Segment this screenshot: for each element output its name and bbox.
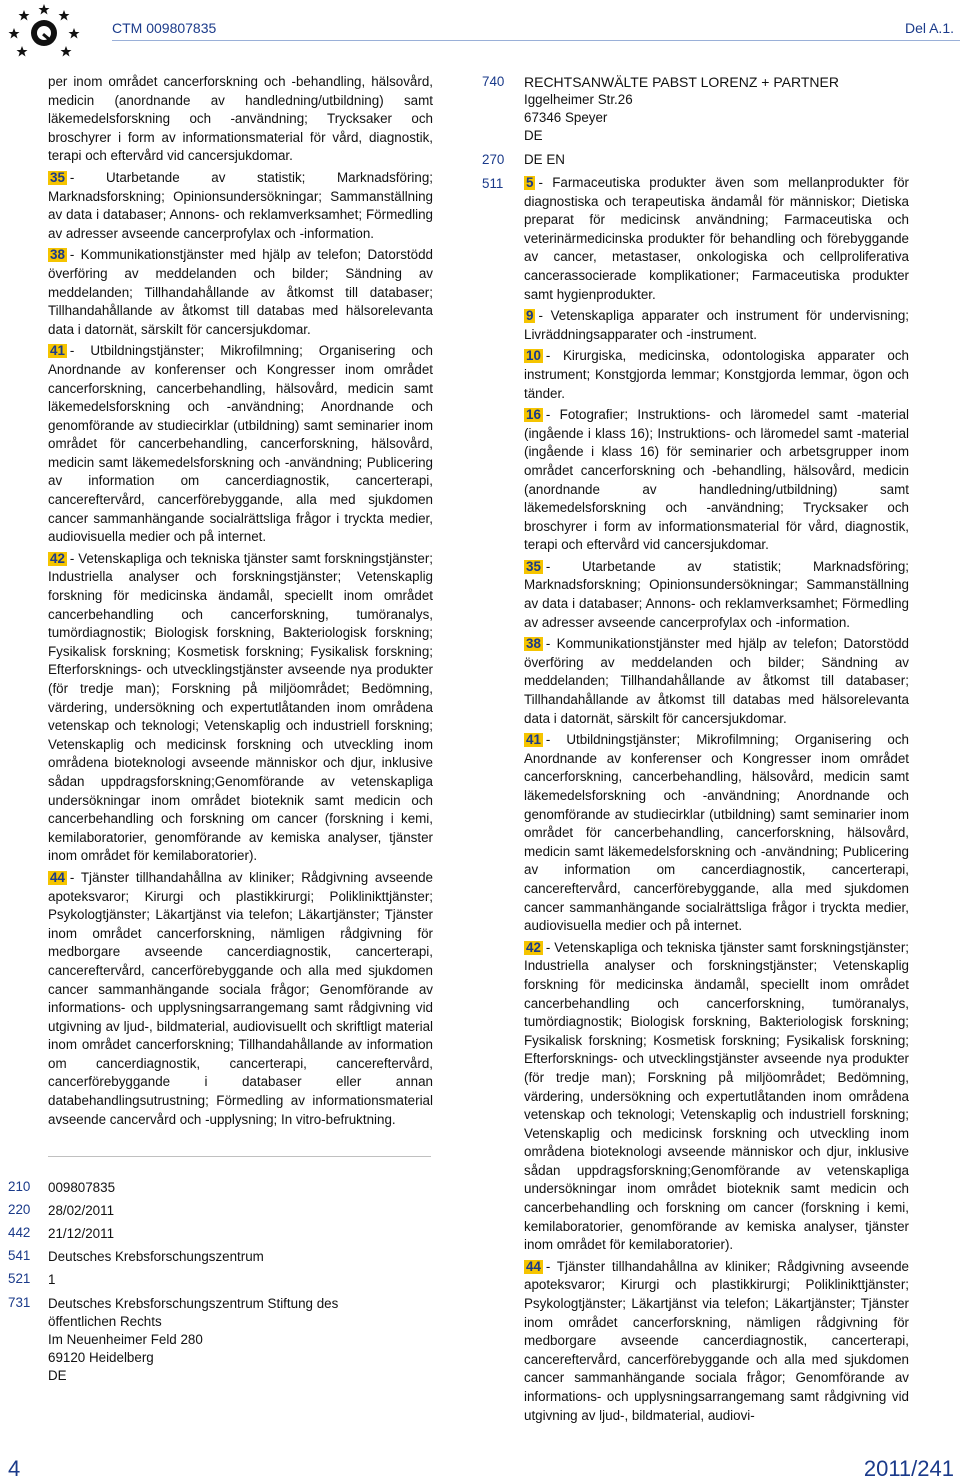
nice-class-badge: 35 — [526, 558, 541, 574]
applicant-line: Im Neuenheimer Feld 280 — [48, 1332, 203, 1347]
header-part: Del A.1. — [904, 20, 954, 36]
goods-paragraph — [48, 73, 433, 166]
nice-class-badge: 16 — [526, 407, 541, 423]
goods-paragraph — [48, 550, 433, 866]
representative-country: DE — [524, 128, 543, 143]
representative-city: 67346 Speyer — [524, 110, 608, 125]
goods-text: - Vetenskapliga apparater och instrument för undervisning; Livräddningsapparater och -instrument. — [524, 308, 909, 342]
nice-class-badge: 38 — [526, 636, 541, 652]
header-divider — [112, 40, 960, 41]
goods-paragraph — [48, 869, 433, 1129]
goods-paragraph — [524, 731, 909, 936]
nice-class-badge: 9 — [526, 308, 534, 324]
nice-class-badge: 42 — [50, 550, 65, 566]
goods-text: - Utbildningstjänster; Mikrofilmning; Organisering och Anordnande av konferenser och Kongresser inom området cancerforskning, cancerbehandling, hälsovård, medicin samt läkemedelsforskning och -användning; Anordnande och genomförande av studiecirklar (utbildning) samt seminarier inom området för cancerbehandling, cancerforskning, hälsovård, medicin samt läkemedelsforskning och -användning; Publicering av information om cancerdiagnostik, cancerterapi, cancereftervård, cancerförebyggande, alla med sjukdomen cancer sammanhängande socialrättsliga frågor i tryckta medier, audiovisuella medier och på internet. — [524, 732, 909, 934]
goods-paragraph — [524, 558, 909, 632]
goods-text: - Utbildningstjänster; Mikrofilmning; Organisering och Anordnande av konferenser och Kongresser inom området cancerforskning, cancerbehandling, hälsovård, medicin samt läkemedelsforskning och -användning; Anordnande och genomförande av studiecirklar (utbildning) samt seminarier inom området för cancerbehandling, cancerforskning, hälsovård, medicin samt läkemedelsforskning och -användning; Publicering av information om cancerdiagnostik, cancerterapi, cancereftervård, cancerförebyggande, alla med sjukdomen cancer sammanhängande socialrättsliga frågor i tryckta medier, audiovisuella medier och på internet. — [48, 343, 433, 545]
inid-code-511: 511 — [482, 176, 504, 191]
mark-type: 1 — [48, 1272, 56, 1287]
representative-name: RECHTSANWÄLTE PABST LORENZ + PARTNER — [524, 74, 839, 90]
languages: DE EN — [524, 152, 565, 167]
goods-text: - Tjänster tillhandahållna av kliniker; Rådgivning avseende apoteksvaror; Kirurgi och plastikkirurgi; Poliklinikttjänster; Psykologtjänster; Läkartjänst via telefon; Läkartjänster; Tjänster inom området cancerforskning, nämligen rådgivning för medborgare avseende cancerdiagnostik, cancerterapi, cancereftervård, cancerförebyggande och alla med sjukdomen cancer sammanhängande sociala frågor; Genomförande av informations- och upplysningsarrangemang samt rådgivning vid utgivning av ljud-, bildmaterial, audiovi- — [524, 1258, 909, 1423]
right-goods-services — [524, 174, 909, 1428]
applicant — [48, 1295, 338, 1385]
goods-paragraph — [48, 169, 433, 243]
goods-paragraph — [48, 342, 433, 547]
filing-date: 28/02/2011 — [48, 1203, 115, 1218]
applicant-line: öffentlichen Rechts — [48, 1314, 162, 1329]
nice-class-badge: 38 — [50, 247, 65, 263]
header-ctm-number: CTM 009807835 — [112, 20, 217, 36]
inid-code-220: 220 — [8, 1202, 31, 1217]
left-goods-services — [48, 73, 433, 1132]
goods-paragraph — [524, 635, 909, 728]
goods-text: - Kommunikationstjänster med hjälp av telefon; Datorstödd överföring av meddelanden och bilder; Sändning av meddelanden; Tillhandahållande av åtkomst till databaser; Tillhandahållande av åtkomst till databas med hälsorelevanta data i datornät, särskilt för cancersjukdomar. — [48, 247, 433, 337]
inid-code-521: 521 — [8, 1271, 31, 1286]
goods-paragraph — [48, 246, 433, 339]
nice-class-badge: 44 — [50, 869, 65, 885]
applicant-line: Deutsches Krebsforschungszentrum Stiftung des — [48, 1296, 339, 1311]
nice-class-badge: 35 — [50, 169, 65, 185]
goods-paragraph — [524, 1258, 909, 1425]
inid-code-442: 442 — [8, 1225, 31, 1240]
applicant-line: DE — [48, 1368, 67, 1383]
bulletin-issue: 2011/241 — [863, 1456, 954, 1481]
nice-class-badge: 5 — [526, 175, 534, 190]
goods-text: - Kirurgiska, medicinska, odontologiska apparater och instrument; Konstgjorda lemmar; Konstgjorda lemmar, ögon och tänder. — [524, 348, 909, 401]
inid-code-731: 731 — [8, 1295, 31, 1310]
goods-paragraph — [524, 406, 909, 555]
goods-text: per inom området cancerforskning och -behandling, hälsovård, medicin (anordnande av handledning/utbildning) samt läkemedelsforskning och -användning; Trycksaker och broschyrer i form av informationsmaterial för vård, diagnostik, terapi och eftervård vid cancersjukdomar. — [48, 74, 433, 164]
goods-text: - Fotografier; Instruktions- och läromedel samt -material (ingående i klass 16); Instruktions- och läromedel samt -material (ingående i klass 16) för seminarier och arbetsgrupper inom området cancerforskning och -behandling, hälsovård, medicin (anordnande av handledning/utbildning) samt läkemedelsforskning och -användning; Trycksaker och broschyrer i form av informationsmaterial för vård, diagnostik, terapi och eftervård vid cancersjukdomar. — [524, 407, 909, 553]
biblio-divider — [48, 1156, 431, 1157]
representative-street: Iggelheimer Str.26 — [524, 92, 633, 107]
applicant-line: 69120 Heidelberg — [48, 1350, 154, 1365]
publication-date: 21/12/2011 — [48, 1226, 115, 1241]
goods-text: - Utarbetande av statistik; Marknadsföring; Marknadsforskning; Opinionsundersökningar; Sammanställning av data i databaser; Annons- och reklamverksamhet; Förmedling av adresser avseende cancerprofylax och -information. — [524, 558, 909, 630]
nice-class-badge: 10 — [526, 348, 541, 364]
goods-text: - Tjänster tillhandahållna av kliniker; Rådgivning avseende apoteksvaror; Kirurgi och plastikkirurgi; Poliklinikttjänster; Psykologtjänster; Läkartjänst via telefon; Läkartjänster; Tjänster inom området cancerforskning, nämligen rådgivning för medborgare avseende cancerdiagnostik, cancerterapi, cancereftervård, cancerförebyggande och alla med sjukdomen cancer sammanhängande sociala frågor; Genomförande av informations- och upplysningsarrangemang samt rådgivning vid utgivning av ljud-, bildmaterial, audiovisuellt och skriftligt material inom området cancerforskning; Tillhandahållande av information om cancerdiagnostik, cancerterapi, cancereftervård, cancerförebyggande i databaser eller annan databehandlingsutrustning; Förmedling av informationsmaterial avseende cancervård och -upplysning; In vitro-befruktning. — [48, 869, 433, 1127]
goods-text: - Utarbetande av statistik; Marknadsföring; Marknadsforskning; Opinionsundersökningar; Sammanställning av data i databaser; Annons- och reklamverksamhet; Förmedling av adresser avseende cancerprofylax och -information. — [48, 169, 433, 241]
goods-paragraph — [524, 307, 909, 344]
goods-text: - Kommunikationstjänster med hjälp av telefon; Datorstödd överföring av meddelanden och bilder; Sändning av meddelanden; Tillhandahållande av åtkomst till databaser; Tillhandahållande av åtkomst till databas med hälsorelevanta data i datornät, särskilt för cancersjukdomar. — [524, 636, 909, 726]
goods-paragraph — [524, 174, 909, 304]
inid-code-270: 270 — [482, 152, 505, 167]
filing-number: 009807835 — [48, 1180, 116, 1195]
goods-text: - Farmaceutiska produkter även som mellanprodukter för diagnostiska och terapeutiska ändamål för människor; Dietiska preparat för medicinsk användning; Farmaceutiska och veterinärmedicinska produkter för behandling och förebyggande av cancer, metastaser, onkologiska och cellproliferativa cancerassocierade komplikationer; Farmaceutiska produkter samt hygienprodukter. — [524, 175, 909, 302]
nice-class-badge: 44 — [526, 1258, 541, 1274]
goods-paragraph — [524, 939, 909, 1255]
eu-office-logo-icon — [4, 2, 84, 64]
inid-code-740: 740 — [482, 74, 505, 89]
representative — [524, 73, 839, 145]
goods-text: - Vetenskapliga och tekniska tjänster samt forskningstjänster; Industriella analyser och forskningstjänster; Vetenskaplig forskning för medicinska ändamål, speciellt inom området cancerbehandling och cancerforskning, tumöranalys, tumördiagnostik; Biologisk forskning, Bakteriologisk forskning; Fysikalisk forskning; Kosmetisk forskning; Fysikalisk forskning; Efterforsknings- och utvecklingstjänster avseende nya produkter (för tredje man); Forskning på miljöområdet; Bedömning, värdering, undersökning och expertutlåtanden inom områdena vetenskap och teknologi; Vetenskaplig och industriell forskning; Vetenskaplig och medicinsk forskning och utveckling inom områdena bioteknologi avseende människor och djur, inklusive sådan uppdragsforskning;Genomförande av vetenskapliga undersökningar inom området bioteknik samt medicin och cancerbehandling och forskning om cancer (forskning i kemi, kemilaboratorier, genomförande av kemiska analyser, tjänster inom området för kemilaboratorier). — [524, 939, 909, 1253]
inid-code-541: 541 — [8, 1248, 31, 1263]
nice-class-badge: 42 — [526, 939, 541, 955]
nice-class-badge: 41 — [526, 732, 541, 748]
nice-class-badge: 41 — [50, 343, 65, 359]
goods-paragraph — [524, 347, 909, 403]
goods-text: - Vetenskapliga och tekniska tjänster samt forskningstjänster; Industriella analyser och forskningstjänster; Vetenskaplig forskning för medicinska ändamål, speciellt inom området cancerbehandling och cancerforskning, tumöranalys, tumördiagnostik; Biologisk forskning, Bakteriologisk forskning; Fysikalisk forskning; Kosmetisk forskning; Fysikalisk forskning; Efterforsknings- och utvecklingstjänster avseende nya produkter (för tredje man); Forskning på miljöområdet; Bedömning, värdering, undersökning och expertutlåtanden inom områdena vetenskap och teknologi; Vetenskaplig och industriell forskning; Vetenskaplig och medicinsk forskning och utveckling inom områdena bioteknologi avseende människor och djur, inklusive sådan uppdragsforskning;Genomförande av vetenskapliga undersökningar inom området bioteknik samt medicin och cancerbehandling och forskning om cancer (forskning i kemi, kemilaboratorier, genomförande av kemiska analyser, tjänster inom området för kemilaboratorier). — [48, 550, 433, 864]
mark-text: Deutsches Krebsforschungszentrum — [48, 1249, 264, 1264]
inid-code-210: 210 — [8, 1179, 31, 1194]
page-number: 4 — [8, 1456, 21, 1481]
